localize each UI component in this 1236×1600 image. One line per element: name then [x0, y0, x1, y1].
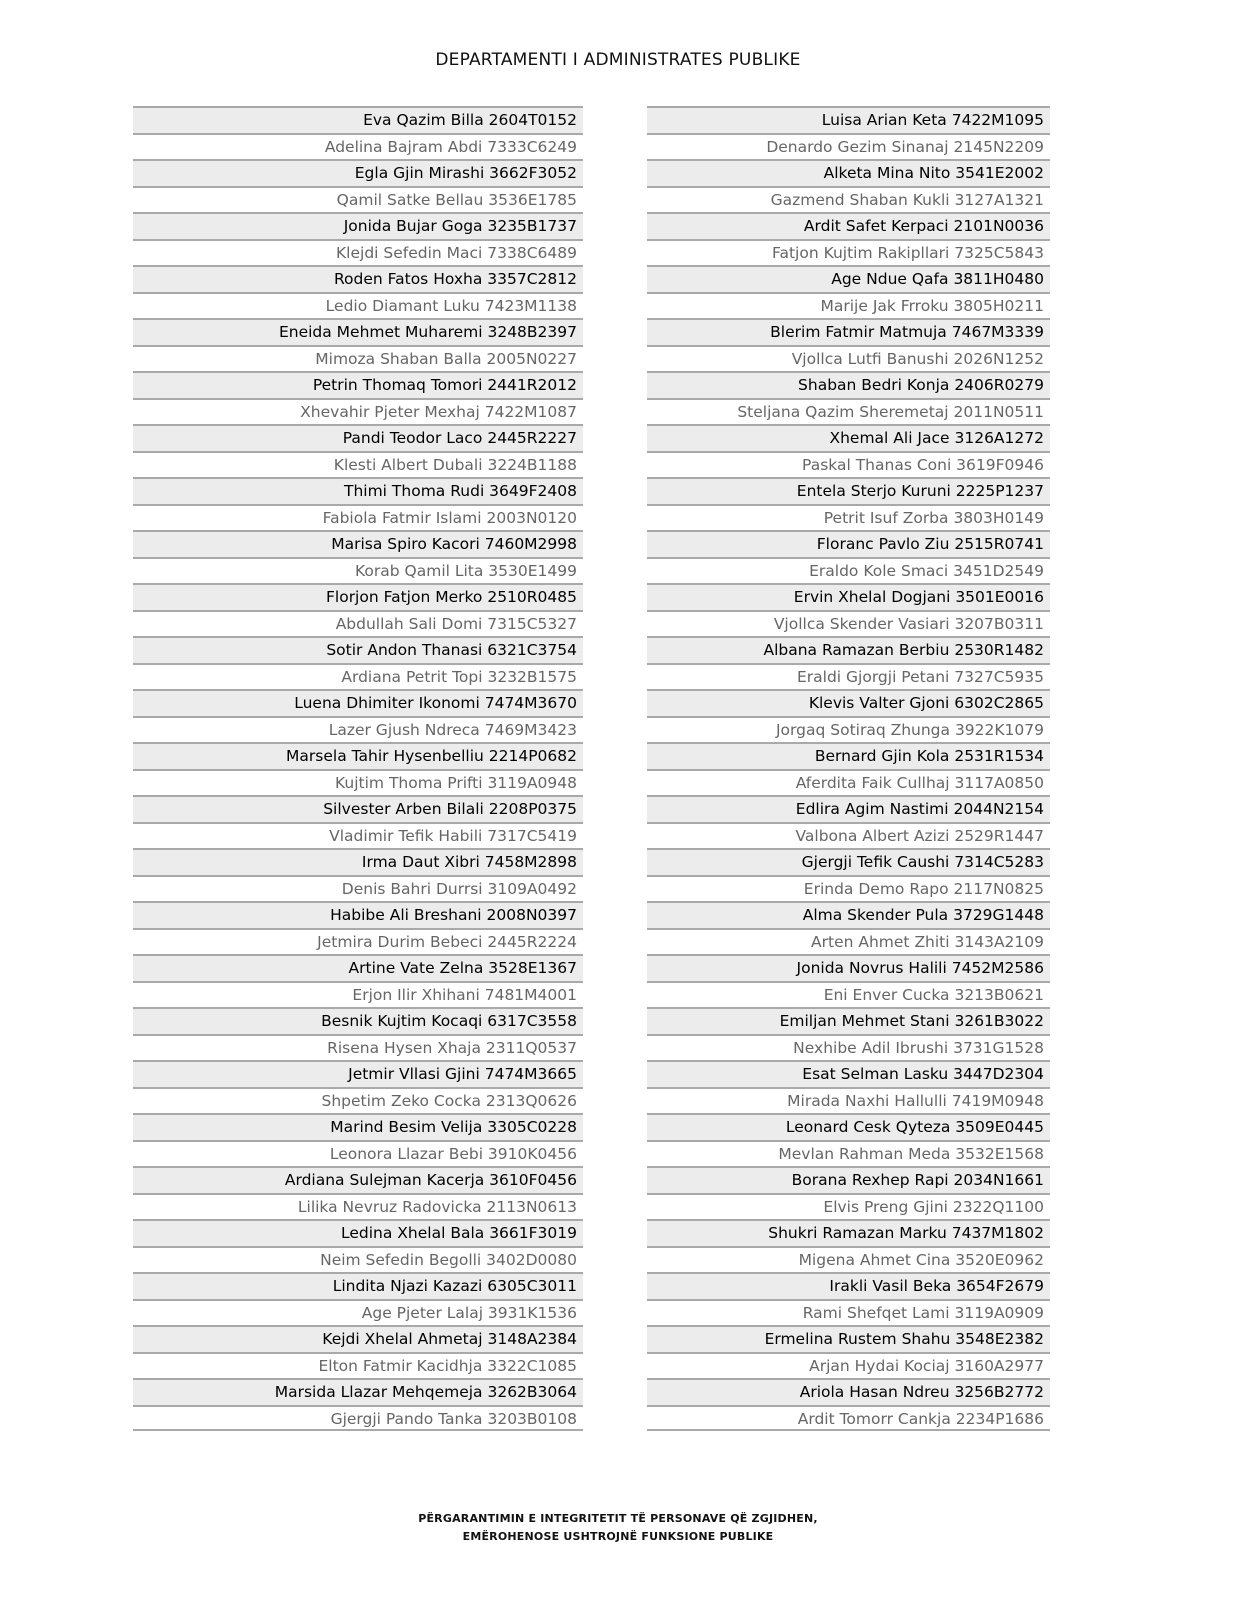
- right-name-row: Alma Skender Pula 3729G1448: [647, 901, 1050, 928]
- right-name-row: Arten Ahmet Zhiti 3143A2109: [647, 928, 1050, 955]
- right-name-row: Irakli Vasil Beka 3654F2679: [647, 1272, 1050, 1299]
- right-name-column: [647, 106, 1050, 1431]
- right-name-row: Ardit Safet Kerpaci 2101N0036: [647, 212, 1050, 239]
- left-name-row: Artine Vate Zelna 3528E1367: [133, 954, 583, 981]
- right-name-row: Age Ndue Qafa 3811H0480: [647, 265, 1050, 292]
- right-name-row: Denardo Gezim Sinanaj 2145N2209: [647, 133, 1050, 160]
- left-name-row: Leonora Llazar Bebi 3910K0456: [133, 1140, 583, 1167]
- page-title: DEPARTAMENTI I ADMINISTRATES PUBLIKE: [435, 50, 801, 70]
- left-name-row: Irma Daut Xibri 7458M2898: [133, 848, 583, 875]
- left-name-row: Mimoza Shaban Balla 2005N0227: [133, 345, 583, 372]
- left-name-row: Elton Fatmir Kacidhja 3322C1085: [133, 1352, 583, 1379]
- right-name-row: Emiljan Mehmet Stani 3261B3022: [647, 1007, 1050, 1034]
- right-name-row: Ervin Xhelal Dogjani 3501E0016: [647, 583, 1050, 610]
- left-name-row: Habibe Ali Breshani 2008N0397: [133, 901, 583, 928]
- right-name-row: Ardit Tomorr Cankja 2234P1686: [647, 1405, 1050, 1432]
- right-name-row: Leonard Cesk Qyteza 3509E0445: [647, 1113, 1050, 1140]
- left-name-row: Petrin Thomaq Tomori 2441R2012: [133, 371, 583, 398]
- right-name-row: Gjergji Tefik Caushi 7314C5283: [647, 848, 1050, 875]
- right-name-row: Alketa Mina Nito 3541E2002: [647, 159, 1050, 186]
- left-name-row: Lazer Gjush Ndreca 7469M3423: [133, 716, 583, 743]
- left-name-column: [133, 106, 583, 1431]
- left-name-row: Lindita Njazi Kazazi 6305C3011: [133, 1272, 583, 1299]
- right-name-row: Edlira Agim Nastimi 2044N2154: [647, 795, 1050, 822]
- right-name-row: Aferdita Faik Cullhaj 3117A0850: [647, 769, 1050, 796]
- right-name-row: Ariola Hasan Ndreu 3256B2772: [647, 1378, 1050, 1405]
- right-name-row: Floranc Pavlo Ziu 2515R0741: [647, 530, 1050, 557]
- left-name-row: Silvester Arben Bilali 2208P0375: [133, 795, 583, 822]
- left-name-row: Ledio Diamant Luku 7423M1138: [133, 292, 583, 319]
- right-name-row: Mevlan Rahman Meda 3532E1568: [647, 1140, 1050, 1167]
- right-name-row: Rami Shefqet Lami 3119A0909: [647, 1299, 1050, 1326]
- left-name-row: Pandi Teodor Laco 2445R2227: [133, 424, 583, 451]
- right-name-row: Bernard Gjin Kola 2531R1534: [647, 742, 1050, 769]
- left-name-row: Erjon Ilir Xhihani 7481M4001: [133, 981, 583, 1008]
- left-name-row: Egla Gjin Mirashi 3662F3052: [133, 159, 583, 186]
- left-name-row: Ledina Xhelal Bala 3661F3019: [133, 1219, 583, 1246]
- left-name-row: Florjon Fatjon Merko 2510R0485: [133, 583, 583, 610]
- right-name-row: Luisa Arian Keta 7422M1095: [647, 106, 1050, 133]
- left-name-row: Denis Bahri Durrsi 3109A0492: [133, 875, 583, 902]
- right-name-row: Petrit Isuf Zorba 3803H0149: [647, 504, 1050, 531]
- right-name-row: Borana Rexhep Rapi 2034N1661: [647, 1166, 1050, 1193]
- right-name-row: Vjollca Lutfi Banushi 2026N1252: [647, 345, 1050, 372]
- right-name-row: Gazmend Shaban Kukli 3127A1321: [647, 186, 1050, 213]
- right-name-row: Jorgaq Sotiraq Zhunga 3922K1079: [647, 716, 1050, 743]
- left-name-row: Eneida Mehmet Muharemi 3248B2397: [133, 318, 583, 345]
- left-name-row: Marind Besim Velija 3305C0228: [133, 1113, 583, 1140]
- right-name-row: Albana Ramazan Berbiu 2530R1482: [647, 636, 1050, 663]
- left-name-row: Sotir Andon Thanasi 6321C3754: [133, 636, 583, 663]
- left-name-row: Xhevahir Pjeter Mexhaj 7422M1087: [133, 398, 583, 425]
- left-name-row: Fabiola Fatmir Islami 2003N0120: [133, 504, 583, 531]
- left-name-row: Marsida Llazar Mehqemeja 3262B3064: [133, 1378, 583, 1405]
- right-name-row: Esat Selman Lasku 3447D2304: [647, 1060, 1050, 1087]
- left-name-row: Gjergji Pando Tanka 3203B0108: [133, 1405, 583, 1432]
- footer: [0, 1510, 1236, 1546]
- left-name-row: Adelina Bajram Abdi 7333C6249: [133, 133, 583, 160]
- left-name-row: Korab Qamil Lita 3530E1499: [133, 557, 583, 584]
- left-name-row: Klejdi Sefedin Maci 7338C6489: [133, 239, 583, 266]
- left-name-row: Ardiana Sulejman Kacerja 3610F0456: [133, 1166, 583, 1193]
- left-name-row: Klesti Albert Dubali 3224B1188: [133, 451, 583, 478]
- left-name-row: Jonida Bujar Goga 3235B1737: [133, 212, 583, 239]
- left-name-row: Abdullah Sali Domi 7315C5327: [133, 610, 583, 637]
- left-name-row: Shpetim Zeko Cocka 2313Q0626: [133, 1087, 583, 1114]
- right-name-row: Shukri Ramazan Marku 7437M1802: [647, 1219, 1050, 1246]
- right-name-row: Klevis Valter Gjoni 6302C2865: [647, 689, 1050, 716]
- right-name-row: Xhemal Ali Jace 3126A1272: [647, 424, 1050, 451]
- right-name-row: Valbona Albert Azizi 2529R1447: [647, 822, 1050, 849]
- left-name-row: Kujtim Thoma Prifti 3119A0948: [133, 769, 583, 796]
- left-name-row: Lilika Nevruz Radovicka 2113N0613: [133, 1193, 583, 1220]
- right-name-row: Jonida Novrus Halili 7452M2586: [647, 954, 1050, 981]
- left-name-row: Jetmir Vllasi Gjini 7474M3665: [133, 1060, 583, 1087]
- right-name-row: Nexhibe Adil Ibrushi 3731G1528: [647, 1034, 1050, 1061]
- right-name-row: Erinda Demo Rapo 2117N0825: [647, 875, 1050, 902]
- left-name-row: Age Pjeter Lalaj 3931K1536: [133, 1299, 583, 1326]
- right-name-row: Ermelina Rustem Shahu 3548E2382: [647, 1325, 1050, 1352]
- left-name-row: Eva Qazim Billa 2604T0152: [133, 106, 583, 133]
- left-name-row: Neim Sefedin Begolli 3402D0080: [133, 1246, 583, 1273]
- left-name-row: Kejdi Xhelal Ahmetaj 3148A2384: [133, 1325, 583, 1352]
- left-name-row: Qamil Satke Bellau 3536E1785: [133, 186, 583, 213]
- right-name-row: Vjollca Skender Vasiari 3207B0311: [647, 610, 1050, 637]
- left-name-row: Thimi Thoma Rudi 3649F2408: [133, 477, 583, 504]
- right-name-row: Shaban Bedri Konja 2406R0279: [647, 371, 1050, 398]
- right-name-row: Migena Ahmet Cina 3520E0962: [647, 1246, 1050, 1273]
- left-name-row: Marisa Spiro Kacori 7460M2998: [133, 530, 583, 557]
- right-name-row: Elvis Preng Gjini 2322Q1100: [647, 1193, 1050, 1220]
- left-name-row: Luena Dhimiter Ikonomi 7474M3670: [133, 689, 583, 716]
- right-name-row: Arjan Hydai Kociaj 3160A2977: [647, 1352, 1050, 1379]
- right-name-row: Entela Sterjo Kuruni 2225P1237: [647, 477, 1050, 504]
- right-name-row: Steljana Qazim Sheremetaj 2011N0511: [647, 398, 1050, 425]
- right-name-row: Eraldo Kole Smaci 3451D2549: [647, 557, 1050, 584]
- right-name-row: Paskal Thanas Coni 3619F0946: [647, 451, 1050, 478]
- footer-line-1: PËRGARANTIMIN E INTEGRITETIT TË PERSONAVE QË ZGJIDHEN,: [418, 1512, 818, 1525]
- left-name-row: Risena Hysen Xhaja 2311Q0537: [133, 1034, 583, 1061]
- left-name-row: Marsela Tahir Hysenbelliu 2214P0682: [133, 742, 583, 769]
- right-name-row: Blerim Fatmir Matmuja 7467M3339: [647, 318, 1050, 345]
- footer-line-2: EMËROHENOSE USHTROJNË FUNKSIONE PUBLIKE: [462, 1530, 774, 1543]
- right-name-row: Fatjon Kujtim Rakipllari 7325C5843: [647, 239, 1050, 266]
- right-name-row: Eni Enver Cucka 3213B0621: [647, 981, 1050, 1008]
- right-name-row: Mirada Naxhi Hallulli 7419M0948: [647, 1087, 1050, 1114]
- left-name-row: Roden Fatos Hoxha 3357C2812: [133, 265, 583, 292]
- left-name-row: Jetmira Durim Bebeci 2445R2224: [133, 928, 583, 955]
- left-name-row: Besnik Kujtim Kocaqi 6317C3558: [133, 1007, 583, 1034]
- left-name-row: Vladimir Tefik Habili 7317C5419: [133, 822, 583, 849]
- left-name-row: Ardiana Petrit Topi 3232B1575: [133, 663, 583, 690]
- right-name-row: Eraldi Gjorgji Petani 7327C5935: [647, 663, 1050, 690]
- right-name-row: Marije Jak Frroku 3805H0211: [647, 292, 1050, 319]
